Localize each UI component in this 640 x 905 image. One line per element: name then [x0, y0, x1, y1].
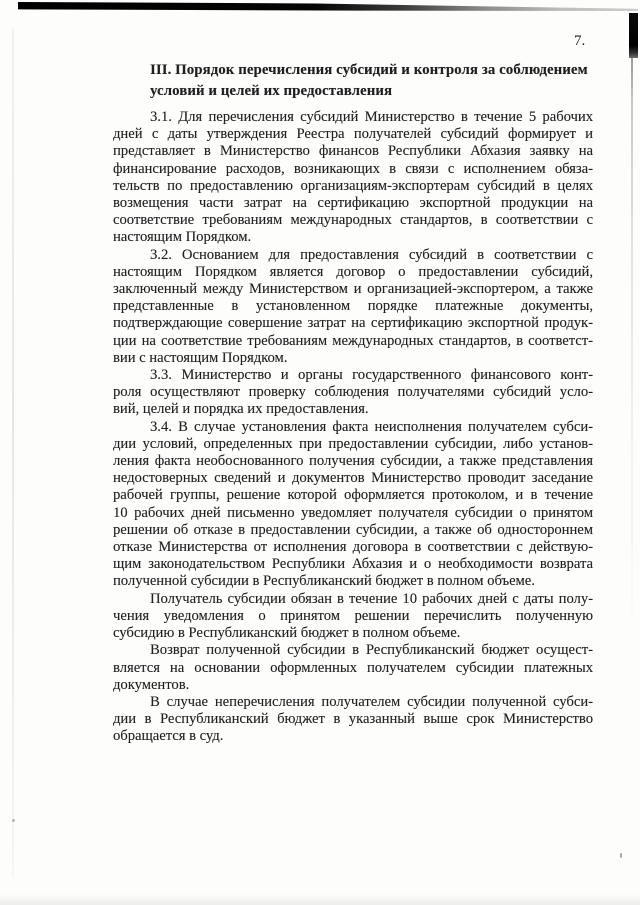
text-line: полученной субсидии в Республиканский бюджет в полном объеме. [113, 573, 535, 590]
scan-artifact-right-fold-line [631, 58, 633, 618]
text-line: вий, целей и порядка их предоставления. [113, 401, 369, 418]
text-line: 3.1. Для перечисления субсидий Министерство в течение 5 рабочих [150, 109, 593, 125]
text-line: субсидию в Республиканский бюджет в полном объеме. [113, 625, 461, 642]
text-line: 10 рабочих дней письменно уведомляет получателя субсидии о принятом [113, 504, 593, 521]
text-line: отказе Министерства от исполнения договора в соответствии с действую- [113, 539, 593, 556]
scan-artifact-left-fold-line [12, 28, 14, 878]
text-line: возмещения части затрат на сертификацию экспортной продукции на [113, 195, 593, 212]
document-body [113, 109, 593, 746]
paragraph [113, 109, 593, 247]
paragraph [113, 419, 593, 591]
text-line: вии с настоящим Порядком. [113, 349, 288, 366]
scan-artifact-top-edge [18, 2, 638, 11]
text-line: дии условий, определенных при предоставлении субсидии, либо установ- [113, 435, 593, 452]
text-line: ления факта необоснованного получения субсидии, а также представления [113, 453, 593, 470]
text-line: настоящим Порядком является договор о предоставлении субсидий, [113, 263, 593, 280]
section-heading [150, 60, 612, 101]
paragraph [113, 694, 593, 746]
paragraph [113, 247, 593, 367]
text-line: 3.4. В случае установления факта неисполнения получателем субси- [150, 418, 593, 435]
section-heading-line-2: условий и целей их предоставления [150, 82, 393, 99]
section-heading-line-1: III. Порядок перечисления субсидий и контроля за соблюдением [150, 62, 588, 78]
text-line: Возврат полученной субсидии в Республиканский бюджет осущест- [150, 642, 593, 659]
text-line: тельств по предоставлению организациям-экспортерам субсидий в целях [113, 177, 593, 194]
text-line: подтверждающие совершение затрат на сертификацию экспортной продук- [113, 315, 593, 332]
text-line: недостоверных сведений и документов Министерство проводит заседание [113, 470, 593, 487]
text-line: чения уведомления о принятом решении перечислить полученную [113, 607, 593, 624]
text-line: решении об отказе в предоставлении субсидии, а также об одностороннем [113, 521, 593, 538]
page-number: 7. [574, 33, 586, 49]
text-line: роля осуществляют проверку соблюдения получателями субсидий усло- [113, 384, 593, 401]
text-line: настоящим Порядком. [113, 229, 252, 246]
text-line: дии в Республиканский бюджет в указанный выше срок Министерство [113, 711, 593, 728]
text-line: щим законодательством Республики Абхазия и о необходимости возврата [113, 556, 593, 573]
scan-speck [620, 853, 622, 858]
scan-artifact-bottom-edge [0, 894, 640, 905]
text-line: рабочей группы, решение которой оформляется протоколом, и в течение [113, 487, 593, 504]
paragraph [113, 591, 593, 643]
text-line: представленные в установленном порядке платежные документы, [113, 298, 593, 315]
text-line: дней с даты утверждения Реестра получателей субсидий формирует и [113, 126, 593, 143]
text-line: соответствие требованиям международных стандартов, в соответствии с [113, 212, 593, 229]
text-line: представляет в Министерство финансов Республики Абхазия заявку на [113, 143, 593, 160]
paragraph [113, 367, 593, 419]
text-line: вляется на основании оформленных получателем субсидии платежных [113, 659, 593, 676]
text-line: Получатель субсидии обязан в течение 10 рабочих дней с даты полу- [150, 590, 593, 607]
text-line: финансирование расходов, возникающих в связи с исполнением обяза- [113, 160, 593, 177]
scan-artifact-right-edge-bar [629, 13, 638, 58]
paragraph [113, 642, 593, 694]
scan-speck [12, 819, 15, 822]
text-line: ции на соответствие требованиям международных стандартов, в соответст- [113, 332, 593, 349]
text-line: 3.3. Министерство и органы государственного финансового конт- [150, 367, 593, 384]
text-line: документов. [113, 676, 190, 693]
text-line: 3.2. Основанием для предоставления субсидий в соответствии с [150, 246, 593, 263]
text-line: обращается в суд. [113, 728, 224, 745]
text-line: В случае неперечисления получателем субсидии полученной субси- [150, 693, 593, 710]
text-line: заключенный между Министерством и организацией-экспортером, а также [113, 281, 593, 298]
